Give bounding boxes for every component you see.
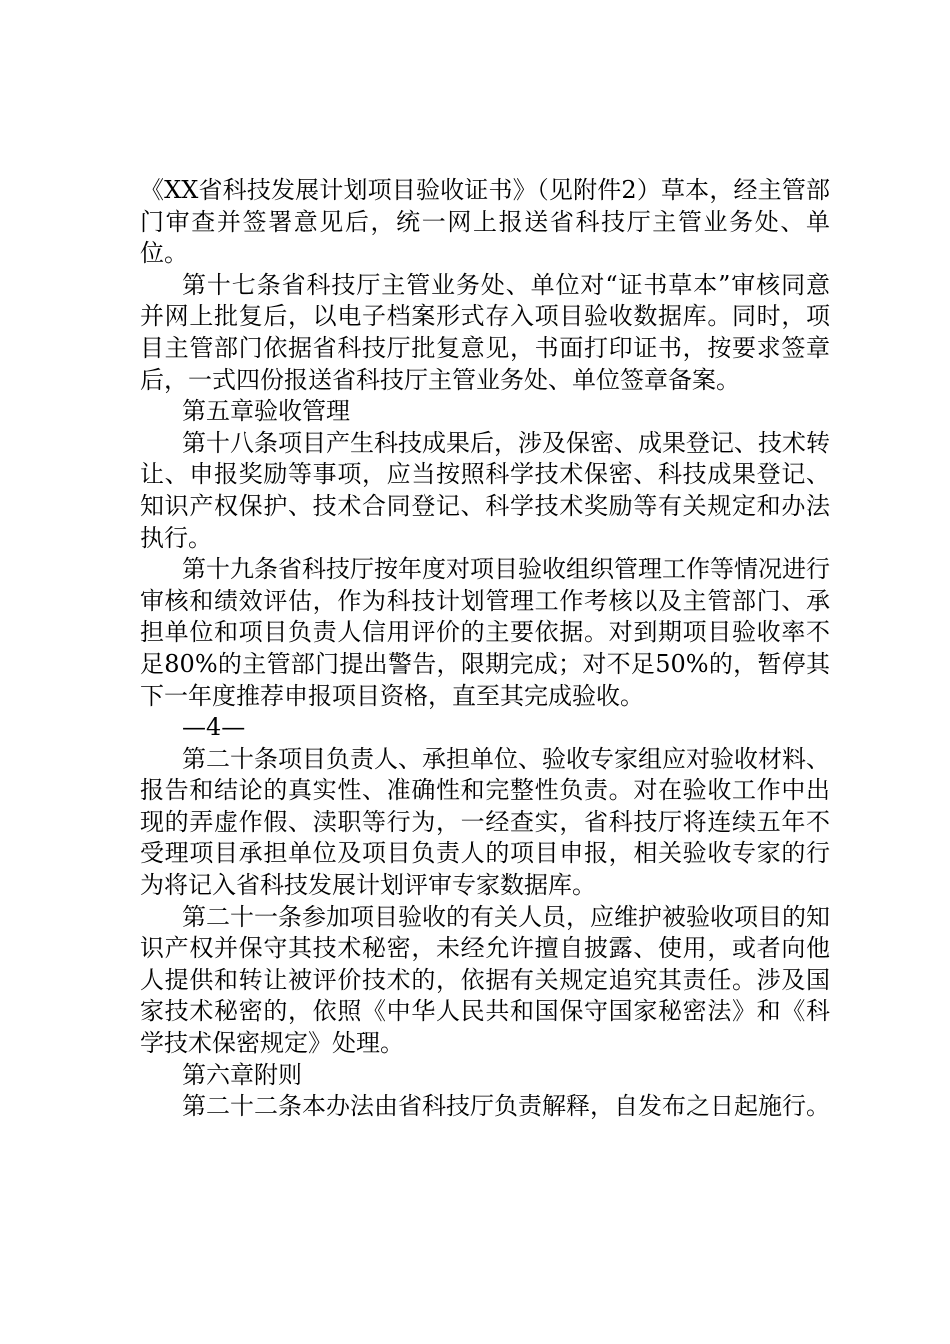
paragraph-certificate-draft: 《XX省科技发展计划项目验收证书》（见附件2）草本，经主管部门审查并签署意见后，统一网上报送省科技厅主管业务处、单位。 — [140, 176, 830, 268]
paragraph-article-19: 第十九条省科技厅按年度对项目验收组织管理工作等情况进行审核和绩效评估，作为科技计划管理工作考核以及主管部门、承担单位和项目负责人信用评价的主要依据。对到期项目验收率不足80%的主管部门提出警告，限期完成；对不足50%的，暂停其下一年度推荐申报项目资格，直至其完成验收。 — [140, 555, 830, 710]
paragraph-article-21: 第二十一条参加项目验收的有关人员，应维护被验收项目的知识产权并保守其技术秘密，未经允许擅自披露、使用，或者向他人提供和转让被评价技术的，依据有关规定追究其责任。涉及国家技术秘密的，依照《中华人民共和国保守国家秘密法》和《科学技术保密规定》处理。 — [140, 902, 830, 1058]
chapter-5-heading: 第五章验收管理 — [182, 397, 350, 426]
document-body — [140, 175, 830, 1123]
paragraph-article-18: 第十八条项目产生科技成果后，涉及保密、成果登记、技术转让、申报奖励等事项，应当按照科学技术保密、科技成果登记、知识产权保护、技术合同登记、科学技术奖励等有关规定和办法执行。 — [140, 428, 830, 552]
paragraph-article-17: 第十七条省科技厅主管业务处、单位对“证书草本”审核同意并网上批复后，以电子档案形式存入项目验收数据库。同时，项目主管部门依据省科技厅批复意见，书面打印证书，按要求签章后，一式四份报送省科技厅主管业务处、单位签章备案。 — [140, 270, 830, 394]
chapter-6-heading: 第六章附则 — [182, 1060, 302, 1089]
paragraph-article-20: 第二十条项目负责人、承担单位、验收专家组应对验收材料、报告和结论的真实性、准确性和完整性负责。对在验收工作中出现的弄虚作假、渎职等行为，一经查实，省科技厅将连续五年不受理项目承担单位及项目负责人的项目申报，相关验收专家的行为将记入省科技发展计划评审专家数据库。 — [140, 744, 830, 900]
paragraph-article-22: 第二十二条本办法由省科技厅负责解释，自发布之日起施行。 — [182, 1092, 830, 1121]
page-number: —4— — [182, 713, 246, 742]
